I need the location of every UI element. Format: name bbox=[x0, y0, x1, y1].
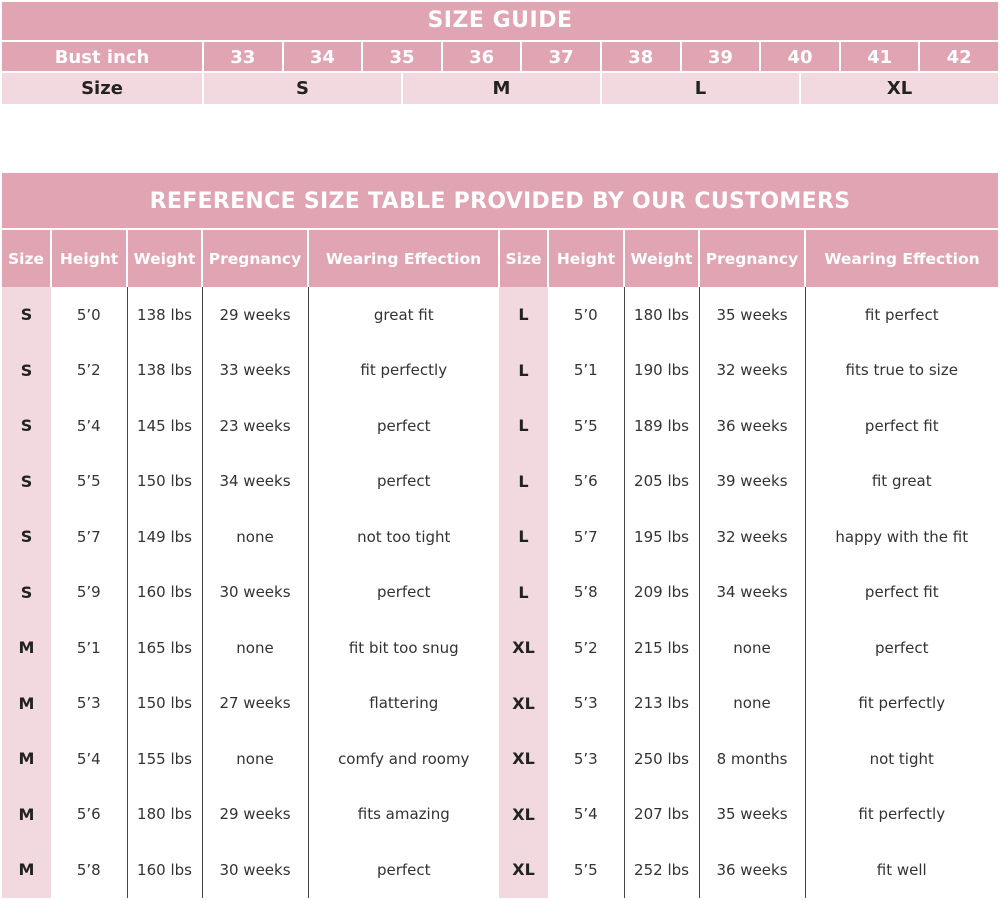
pregnancy-cell: 35 weeks bbox=[699, 287, 805, 343]
pregnancy-cell: 33 weeks bbox=[202, 343, 308, 399]
height-cell: 5’0 bbox=[548, 287, 624, 343]
bust-label: Bust inch bbox=[2, 40, 202, 71]
wearing-effect-cell: not too tight bbox=[308, 509, 499, 565]
table-row bbox=[2, 398, 998, 454]
reference-size-section bbox=[2, 173, 998, 898]
height-cell: 5’9 bbox=[51, 565, 127, 621]
height-cell: 5’4 bbox=[548, 787, 624, 843]
size-cell: L bbox=[499, 287, 548, 343]
height-cell: 5’2 bbox=[51, 343, 127, 399]
weight-cell: 205 lbs bbox=[624, 454, 699, 510]
table-row bbox=[2, 509, 998, 565]
table-row bbox=[2, 676, 998, 732]
table-row bbox=[2, 620, 998, 676]
size-cell: L bbox=[499, 565, 548, 621]
size-cell: L bbox=[499, 398, 548, 454]
wearing-effect-cell: perfect fit bbox=[805, 398, 998, 454]
size-cell: S bbox=[2, 565, 51, 621]
column-header: Weight bbox=[127, 230, 202, 287]
size-label: Size bbox=[2, 71, 202, 104]
size-row bbox=[2, 71, 998, 104]
height-cell: 5’4 bbox=[51, 398, 127, 454]
wearing-effect-cell: flattering bbox=[308, 676, 499, 732]
bust-value: 36 bbox=[441, 40, 521, 71]
bust-value: 41 bbox=[839, 40, 919, 71]
size-guide-section bbox=[2, 2, 998, 104]
column-header: Wearing Effection bbox=[805, 230, 998, 287]
column-header: Size bbox=[2, 230, 51, 287]
height-cell: 5’8 bbox=[51, 842, 127, 898]
height-cell: 5’0 bbox=[51, 287, 127, 343]
pregnancy-cell: 39 weeks bbox=[699, 454, 805, 510]
height-cell: 5’5 bbox=[548, 842, 624, 898]
size-cell: XL bbox=[499, 731, 548, 787]
height-cell: 5’5 bbox=[51, 454, 127, 510]
pregnancy-cell: 30 weeks bbox=[202, 565, 308, 621]
weight-cell: 180 lbs bbox=[624, 287, 699, 343]
table-header-row bbox=[2, 230, 998, 287]
size-value-l: L bbox=[600, 71, 799, 104]
weight-cell: 189 lbs bbox=[624, 398, 699, 454]
weight-cell: 215 lbs bbox=[624, 620, 699, 676]
column-header: Pregnancy bbox=[699, 230, 805, 287]
pregnancy-cell: 34 weeks bbox=[699, 565, 805, 621]
bust-value: 42 bbox=[918, 40, 998, 71]
height-cell: 5’7 bbox=[51, 509, 127, 565]
weight-cell: 160 lbs bbox=[127, 565, 202, 621]
bust-value: 34 bbox=[282, 40, 362, 71]
bust-value: 37 bbox=[520, 40, 600, 71]
bust-value: 38 bbox=[600, 40, 680, 71]
height-cell: 5’3 bbox=[51, 676, 127, 732]
wearing-effect-cell: fit perfect bbox=[805, 287, 998, 343]
wearing-effect-cell: fit bit too snug bbox=[308, 620, 499, 676]
pregnancy-cell: none bbox=[202, 509, 308, 565]
height-cell: 5’8 bbox=[548, 565, 624, 621]
size-cell: S bbox=[2, 287, 51, 343]
wearing-effect-cell: fit perfectly bbox=[805, 787, 998, 843]
weight-cell: 149 lbs bbox=[127, 509, 202, 565]
wearing-effect-cell: perfect fit bbox=[805, 565, 998, 621]
height-cell: 5’5 bbox=[548, 398, 624, 454]
weight-cell: 150 lbs bbox=[127, 454, 202, 510]
table-row bbox=[2, 565, 998, 621]
pregnancy-cell: 32 weeks bbox=[699, 509, 805, 565]
pregnancy-cell: 29 weeks bbox=[202, 787, 308, 843]
bust-value: 33 bbox=[202, 40, 282, 71]
pregnancy-cell: none bbox=[699, 620, 805, 676]
wearing-effect-cell: fit perfectly bbox=[805, 676, 998, 732]
size-guide-title: SIZE GUIDE bbox=[2, 2, 998, 40]
size-cell: M bbox=[2, 620, 51, 676]
wearing-effect-cell: perfect bbox=[805, 620, 998, 676]
size-value-m: M bbox=[401, 71, 600, 104]
height-cell: 5’7 bbox=[548, 509, 624, 565]
wearing-effect-cell: fits amazing bbox=[308, 787, 499, 843]
height-cell: 5’3 bbox=[548, 676, 624, 732]
size-cell: M bbox=[2, 676, 51, 732]
wearing-effect-cell: not tight bbox=[805, 731, 998, 787]
weight-cell: 195 lbs bbox=[624, 509, 699, 565]
table-row bbox=[2, 842, 998, 898]
wearing-effect-cell: perfect bbox=[308, 398, 499, 454]
column-header: Weight bbox=[624, 230, 699, 287]
height-cell: 5’6 bbox=[548, 454, 624, 510]
column-header: Size bbox=[499, 230, 548, 287]
wearing-effect-cell: perfect bbox=[308, 454, 499, 510]
weight-cell: 165 lbs bbox=[127, 620, 202, 676]
size-cell: XL bbox=[499, 676, 548, 732]
wearing-effect-cell: fit great bbox=[805, 454, 998, 510]
weight-cell: 145 lbs bbox=[127, 398, 202, 454]
height-cell: 5’6 bbox=[51, 787, 127, 843]
height-cell: 5’2 bbox=[548, 620, 624, 676]
bust-value: 35 bbox=[361, 40, 441, 71]
pregnancy-cell: 23 weeks bbox=[202, 398, 308, 454]
size-cell: M bbox=[2, 842, 51, 898]
table-row bbox=[2, 787, 998, 843]
pregnancy-cell: 29 weeks bbox=[202, 287, 308, 343]
size-cell: L bbox=[499, 454, 548, 510]
column-header: Height bbox=[51, 230, 127, 287]
pregnancy-cell: none bbox=[202, 620, 308, 676]
table-row bbox=[2, 287, 998, 343]
wearing-effect-cell: comfy and roomy bbox=[308, 731, 499, 787]
column-header: Wearing Effection bbox=[308, 230, 499, 287]
reference-table-title: REFERENCE SIZE TABLE PROVIDED BY OUR CUSTOMERS bbox=[2, 173, 998, 230]
size-cell: M bbox=[2, 787, 51, 843]
height-cell: 5’4 bbox=[51, 731, 127, 787]
size-value-s: S bbox=[202, 71, 401, 104]
weight-cell: 190 lbs bbox=[624, 343, 699, 399]
size-cell: S bbox=[2, 398, 51, 454]
size-value-xl: XL bbox=[799, 71, 998, 104]
bust-value: 39 bbox=[680, 40, 760, 71]
size-cell: L bbox=[499, 343, 548, 399]
pregnancy-cell: none bbox=[202, 731, 308, 787]
pregnancy-cell: 30 weeks bbox=[202, 842, 308, 898]
wearing-effect-cell: happy with the fit bbox=[805, 509, 998, 565]
wearing-effect-cell: fits true to size bbox=[805, 343, 998, 399]
weight-cell: 213 lbs bbox=[624, 676, 699, 732]
table-row bbox=[2, 731, 998, 787]
pregnancy-cell: 34 weeks bbox=[202, 454, 308, 510]
size-cell: XL bbox=[499, 842, 548, 898]
wearing-effect-cell: fit well bbox=[805, 842, 998, 898]
pregnancy-cell: 27 weeks bbox=[202, 676, 308, 732]
weight-cell: 138 lbs bbox=[127, 343, 202, 399]
size-cell: M bbox=[2, 731, 51, 787]
weight-cell: 155 lbs bbox=[127, 731, 202, 787]
bust-row bbox=[2, 40, 998, 71]
height-cell: 5’1 bbox=[51, 620, 127, 676]
height-cell: 5’1 bbox=[548, 343, 624, 399]
column-header: Height bbox=[548, 230, 624, 287]
pregnancy-cell: 36 weeks bbox=[699, 842, 805, 898]
reference-size-table bbox=[2, 230, 998, 898]
weight-cell: 252 lbs bbox=[624, 842, 699, 898]
pregnancy-cell: 36 weeks bbox=[699, 398, 805, 454]
bust-value: 40 bbox=[759, 40, 839, 71]
pregnancy-cell: none bbox=[699, 676, 805, 732]
weight-cell: 138 lbs bbox=[127, 287, 202, 343]
column-header: Pregnancy bbox=[202, 230, 308, 287]
size-cell: L bbox=[499, 509, 548, 565]
pregnancy-cell: 8 months bbox=[699, 731, 805, 787]
table-row bbox=[2, 454, 998, 510]
height-cell: 5’3 bbox=[548, 731, 624, 787]
wearing-effect-cell: fit perfectly bbox=[308, 343, 499, 399]
table-body bbox=[2, 287, 998, 898]
weight-cell: 180 lbs bbox=[127, 787, 202, 843]
wearing-effect-cell: great fit bbox=[308, 287, 499, 343]
pregnancy-cell: 35 weeks bbox=[699, 787, 805, 843]
wearing-effect-cell: perfect bbox=[308, 565, 499, 621]
weight-cell: 209 lbs bbox=[624, 565, 699, 621]
size-cell: XL bbox=[499, 620, 548, 676]
size-cell: XL bbox=[499, 787, 548, 843]
size-cell: S bbox=[2, 343, 51, 399]
size-cell: S bbox=[2, 509, 51, 565]
weight-cell: 207 lbs bbox=[624, 787, 699, 843]
wearing-effect-cell: perfect bbox=[308, 842, 499, 898]
pregnancy-cell: 32 weeks bbox=[699, 343, 805, 399]
size-cell: S bbox=[2, 454, 51, 510]
weight-cell: 250 lbs bbox=[624, 731, 699, 787]
table-row bbox=[2, 343, 998, 399]
weight-cell: 160 lbs bbox=[127, 842, 202, 898]
weight-cell: 150 lbs bbox=[127, 676, 202, 732]
